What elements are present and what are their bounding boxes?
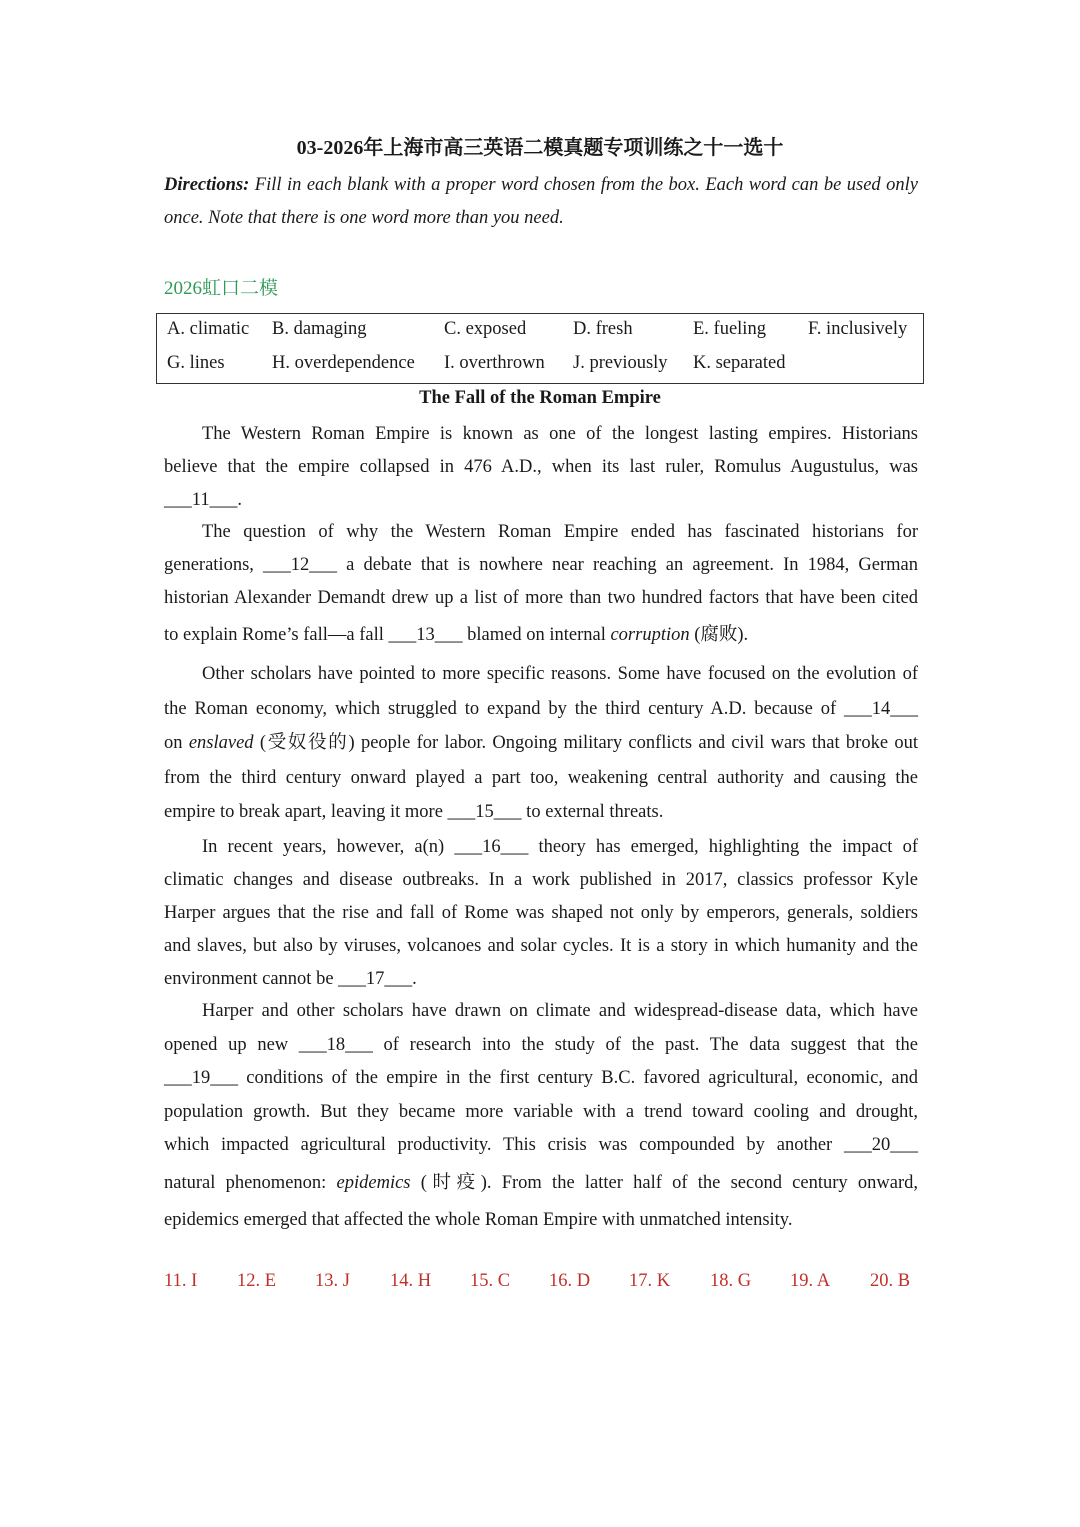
- paragraph-line: population growth. But they became more variable with a trend toward cooling and drought,: [164, 1101, 918, 1122]
- source-heading: 2026虹口二模: [164, 278, 279, 299]
- answer-item: 11. I: [164, 1271, 198, 1291]
- word-option: K. separated: [693, 353, 786, 373]
- word-option: I. overthrown: [444, 353, 545, 373]
- paragraph-line: The question of why the Western Roman Empire ended has fascinated historians for: [202, 522, 918, 542]
- passage-title: The Fall of the Roman Empire: [419, 388, 661, 408]
- directions-text: Fill in each blank with a proper word chosen from the box. Each word can be used only once. Note that there is one word more than you need.: [164, 175, 918, 228]
- directions: [164, 169, 918, 235]
- answer-item: 14. H: [390, 1271, 432, 1291]
- paragraph-line: Other scholars have pointed to more specific reasons. Some have focused on the evolution of: [202, 664, 918, 684]
- paragraph-line: Harper and other scholars have drawn on climate and widespread-disease data, which have: [202, 1001, 918, 1021]
- paragraph-line: epidemics emerged that affected the whole Roman Empire with unmatched intensity.: [164, 1210, 793, 1230]
- word-option: D. fresh: [573, 319, 633, 339]
- answer-item: 20. B: [870, 1271, 911, 1291]
- paragraph-line: environment cannot be ___17___.: [164, 969, 417, 989]
- paragraph-line: natural phenomenon: epidemics (时疫). From the latter half of the second century onward,: [164, 1172, 918, 1193]
- paragraph-line: opened up new ___18___ of research into the study of the past. The data suggest that the: [164, 1034, 918, 1055]
- answer-item: 13. J: [315, 1271, 350, 1291]
- word-option: E. fueling: [693, 319, 766, 339]
- document-title: 03-2026年上海市高三英语二模真题专项训练之十一选十: [296, 137, 784, 159]
- paragraph-line: generations, ___12___ a debate that is nowhere near reaching an agreement. In 1984, German: [164, 555, 918, 575]
- paragraph-1: [164, 418, 918, 517]
- paragraph-line: ___11___.: [164, 490, 242, 510]
- word-option: J. previously: [573, 353, 668, 373]
- paragraph-line: on enslaved (受奴役的) people for labor. Ongoing military conflicts and civil wars that broke out: [164, 733, 919, 753]
- paragraph-line: Harper argues that the rise and fall of Rome was shaped not only by emperors, generals, soldiers: [164, 903, 918, 923]
- paragraph-line: the Roman economy, which struggled to expand by the third century A.D. because of ___14___: [164, 698, 918, 719]
- paragraph-line: which impacted agricultural productivity. This crisis was compounded by another ___20___: [164, 1135, 918, 1155]
- word-option: C. exposed: [444, 319, 527, 339]
- word-option: A. climatic: [167, 319, 250, 339]
- answer-item: 19. A: [790, 1271, 831, 1291]
- paragraph-line: historian Alexander Demandt drew up a list of more than two hundred factors that have been cited: [164, 588, 918, 608]
- word-box: [156, 313, 924, 384]
- paragraph-line: ___19___ conditions of the empire in the first century B.C. favored agricultural, economic, and: [164, 1068, 918, 1088]
- paragraph-line: empire to break apart, leaving it more ___15___ to external threats.: [164, 802, 664, 822]
- paragraph-3: [164, 657, 918, 830]
- word-option: H. overdependence: [272, 353, 415, 373]
- paragraph-line: believe that the empire collapsed in 476 A.D., when its last ruler, Romulus Augustulus, was: [164, 457, 918, 477]
- paragraph-line: to explain Rome’s fall—a fall ___13___ blamed on internal corruption (腐败).: [164, 625, 749, 645]
- paragraph-line: climatic changes and disease outbreaks. In a work published in 2017, classics professor Kyle: [164, 870, 918, 890]
- answer-item: 12. E: [237, 1271, 277, 1291]
- answer-item: 16. D: [549, 1271, 591, 1291]
- answer-item: 18. G: [710, 1271, 752, 1291]
- answer-item: 17. K: [629, 1271, 671, 1291]
- word-option: G. lines: [167, 353, 225, 373]
- word-option: F. inclusively: [808, 319, 908, 339]
- paragraph-line: In recent years, however, a(n) ___16___ theory has emerged, highlighting the impact of: [202, 837, 918, 857]
- paragraph-5: [164, 995, 918, 1238]
- paragraph-line: and slaves, but also by viruses, volcanoes and solar cycles. It is a story in which humanity and the: [164, 936, 918, 956]
- paragraph-line: The Western Roman Empire is known as one of the longest lasting empires. Historians: [202, 424, 918, 444]
- directions-label: Directions:: [164, 175, 250, 195]
- paragraph-2: [164, 516, 918, 652]
- paragraph-line: from the third century onward played a part too, weakening central authority and causing the: [164, 767, 918, 788]
- paragraph-4: [164, 831, 918, 996]
- answer-item: 15. C: [470, 1271, 511, 1291]
- word-option: B. damaging: [272, 319, 367, 339]
